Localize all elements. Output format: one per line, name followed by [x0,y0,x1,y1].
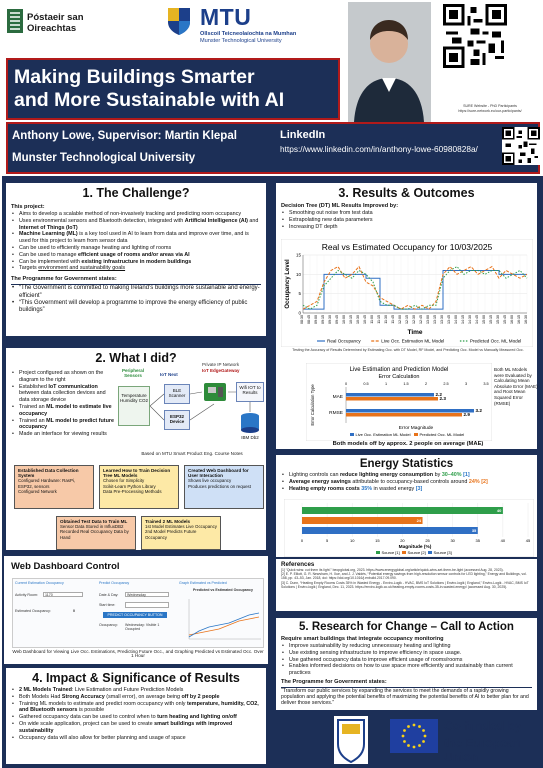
bar [346,409,474,413]
date-label: Date & Day: [99,593,119,597]
author-bar [6,122,540,174]
legend-label: Live Occ. Estimation ML Model [355,432,411,437]
error-bar-chart [306,363,492,441]
linkedin-url[interactable]: https://www.linkedin.com/in/anthony-lowe-60980828a/ [280,144,478,154]
gov-quote: • “The Government is committed to making Ireland’s buildings more sustainable and energy-efficient” [11,285,261,300]
chart-title: Live Estimation and Prediction Model [349,367,449,373]
title-banner [6,58,340,120]
y-tick-label: 5 [298,291,301,297]
what-list [11,370,115,438]
x-tick-label: 14:15 [461,315,465,324]
project-label: This project: [11,204,45,210]
author-names: Anthony Lowe, Supervisor: Martin Klepal [12,130,237,142]
list-item: • Gathered occupancy data can be used to control when to turn heating and lighting on/off [11,714,261,721]
legend-swatch [428,551,432,554]
current-estimation-header: Current Estimation Occupancy [15,581,64,585]
list-item: • Use gathered occupancy data to improve efficient usage of rooms/rooms [281,657,532,664]
section-3-title: 3. Results & Outcomes [338,186,475,200]
data-label: 3.2 [475,408,482,414]
iot-next-label: IoT Next [160,372,178,377]
flow-box-5: Trained 2 ML Models 1st Model Estimates Live Occupancy 2nd Model Predicts Future Occupancy [141,516,221,550]
list-item: • 2 ML Models Trained: Live Estimation and Future Prediction Models [11,687,261,694]
dt-label: Decision Tree (DT) ML Results Improved by: [281,203,399,209]
legend-swatch [402,551,406,554]
section-dashboard [4,556,268,664]
linkedin-label: LinkedIn [280,129,326,141]
x-tick-label: 15 [375,538,380,543]
list-item: • Project configured as shown on the diagram to the right [11,370,115,384]
flow-item: Recorded Real Occupancy Data by Hand [60,529,129,540]
x-tick-label: 10:00 [342,315,346,324]
eu-star-icon [403,729,406,732]
flow-item: Scikit-Learn Python Library [103,483,156,489]
list-item: • Occupancy data will also allow for better planning and usage of space [11,735,261,742]
data-label: 35 [471,528,477,533]
x-tick-label: 45 [525,538,531,543]
dashboard-screenshot [12,578,264,648]
date-select[interactable]: Wednesday [125,592,169,597]
y-axis-label: Occupancy Level [285,259,291,309]
gov-quote: • “This Government will develop a programme to improve the energy efficiency of public buildings” [11,300,261,315]
x-tick-label: 2.5 [443,382,449,386]
list-item: • Improve sustainability by reducing unnecessary heating and lighting [281,643,532,650]
list-item: • Increasing DT depth [281,224,532,231]
eu-star-icon [403,740,406,743]
flow-box-4: Obtained Test Data to Train ML Sensor Data Stored in InfluxDB2 Recorded Real Occupancy Data by Hand [56,516,136,550]
section-2-title: 2. What I did? [95,351,177,365]
gov-label: The Programme for Government states: [11,276,261,285]
chart-subtitle: Error Calculation [378,374,420,380]
bar [346,393,434,397]
section-results [274,181,539,451]
eu-star-icon [418,725,421,728]
dash-graph-title: Predicted vs Estimated Occupancy [193,588,253,592]
private-ip-label: Private IP Network [202,362,240,367]
x-tick-label: 35 [475,538,481,543]
legend-swatch [376,551,380,554]
bar [302,517,423,524]
flow-box-1: Established Data Collection System Configured Hardware: RasPi, ESP32, sensors Configured Network [14,465,94,509]
x-axis-label: Magnitude (%) [398,545,432,550]
university-name: Munster Technological University [12,152,196,164]
flow-item: Sensor Data Stored in InfluxDB2 [60,524,124,530]
x-tick-label: 0 [344,382,348,386]
y-axis-label: Error Calculation Type [310,384,315,426]
pib-logo [334,716,368,764]
section-4-title: 4. Impact & Significance of Results [32,671,240,685]
x-tick-label: 10:45 [363,315,367,324]
bar [346,397,438,401]
ble-label: BLE Scanner [168,388,186,399]
list-item: • Can be implemented with existing infrastructure in modern buildings [11,259,261,266]
flow-item: Configured Network [18,488,57,494]
diagram-caption: Based on MTU Smart Product Eng. Course Notes [141,451,243,456]
eu-flag [390,719,438,753]
x-tick-label: 11:30 [384,315,388,324]
legend-label: Source [3] [433,550,452,555]
flow-item: 2nd Model Predicts Future Occupancy [145,529,197,540]
qr-caption-1: SURE Website - PhD Participants [463,104,517,108]
x-tick-label: 11:00 [370,315,374,324]
y-tick-label: 15 [295,252,301,258]
section-1-title: 1. The Challenge? [82,186,190,200]
x-tick-label: 11:15 [377,315,381,324]
activity-room-select[interactable]: 1170 [43,592,83,597]
x-tick-label: 25 [425,538,430,543]
section-energy [274,453,539,559]
x-tick-label: 12:45 [419,315,423,324]
section-5-title: 5. Research for Change – Call to Action [299,621,514,633]
action-list [281,643,532,677]
list-item: • Can be used to efficiently manage heating and lighting of rooms [11,245,261,252]
list-item: • Targets environment and sustainability goals [11,265,261,272]
x-tick-label: 40 [500,538,506,543]
x-tick-label: 13:15 [433,315,437,324]
x-axis-label: Time [407,329,423,336]
x-tick-label: 12:30 [412,315,416,324]
x-tick-label: 0.5 [363,382,369,386]
x-tick-label: 16:00 [510,315,514,324]
list-item: • Both Models Had Strong Accuracy (small error), on average being off by 2 people [11,694,261,701]
eu-funding-line-1: Co-funded by [444,719,522,733]
references-title: References [281,561,315,568]
peripheral-label: Peripheral Sensors [121,368,144,379]
x-tick-label: 14:00 [454,315,458,324]
bar [302,507,503,514]
list-item: • Smoothing out noise from test data [281,210,532,217]
x-tick-label: 16:15 [517,315,521,324]
x-tick-label: 09:00 [314,315,318,324]
data-label: 40 [496,508,502,513]
estimated-value: 0 [73,609,75,613]
x-tick-label: 09:30 [328,315,332,324]
data-label: 24 [416,518,422,523]
list-item: • Extrapolating new data parameters [281,217,532,224]
x-tick-label: 13:00 [426,315,430,324]
energy-bar-chart [284,499,534,557]
list-item: • Use existing sensing infrastructure to improve efficiency in space usage. [281,650,532,657]
flow-item: Data Pre-Processing Methods [103,488,162,494]
list-item: • Training ML models to estimate and predict room occupancy with only temperature, humidity, CO2, and Bluetooth sensors is possible [11,701,261,715]
challenge-list [11,211,261,272]
x-tick-label: 0 [300,538,304,543]
x-axis-label: Error Magnitude [398,426,434,431]
list-item: • Established IoT communication between data collection devices and data storage device [11,384,115,404]
x-tick-label: 15:30 [496,315,500,324]
wifi-label: Wifi IOT to Results [239,385,261,396]
reference-item: [1] “Quick wins: cut them its light.” beopglobal.org, 2023. https://www.energyglobal.org/article/quick-wins-set-them-be-light (accessed Aug. 28, 2023). [281,568,504,572]
x-tick-label: 11:45 [391,315,395,324]
y-tick-label: 0 [298,310,301,316]
list-item: • On wide scale application, project can be used to create smart buildings with improved sustainability [11,721,261,735]
iot-gateway-label: IoT EdgeGateway [202,368,240,373]
x-tick-label: 12:15 [405,315,409,324]
eu-star-icon [413,746,416,749]
predict-occupancy-button[interactable]: PREDICT OCCUPANCY BUTTON [103,612,167,618]
eu-star-icon [424,735,427,738]
list-item: • Trained an ML model to predict future occupancy [11,418,115,432]
list-item: • Trained an ML model to estimate live occupancy [11,404,115,418]
list-item: • Enables informed decisions on how to use space more efficiently and sustainably than current practices [281,663,532,677]
x-tick-label: 16:30 [524,315,528,324]
x-tick-label: 3 [464,382,468,386]
list-item: • Can be used to manage efficient usage of rooms and/or areas via AI [11,252,261,259]
list-item: • Lighting controls can reduce lighting energy consumption by 30–40% [1] [281,472,532,479]
flow-item: Shows live occupancy [188,478,232,484]
eu-star-icon [422,740,425,743]
x-tick-label: 14:45 [475,315,479,324]
require-label: Require smart buildings that integrate occupancy monitoring [281,636,444,642]
reference-item: [2] E. P. Elliott, G. R. Newsham, H. Xue, and J. J. Valdés, “Potential energy savings from high-resolution sensor controls for LED lighting,” Energy and Buildings, vol. 158, pp. 43–53, Jan. 2018, doi: https://doi.org/10.1016/j.enbuild.2017.09.090. [281,572,527,581]
eu-star-icon [407,744,410,747]
line-chart-caption: Testing the Accuracy of Results Determined by Estimating Occ. with DT Model, RF Model, and Predicting Occ. Model vs Manually Measured Occ. [292,348,524,352]
eu-star-icon [422,729,425,732]
flow-item: Produces predictions on request [188,483,251,489]
prediction-header: Predict Occupancy [99,581,130,585]
mtu-english-name: Munster Technological University [200,38,282,44]
mtu-irish-name: Ollscoil Teicneolaíochta na Mumhan [200,31,297,37]
x-tick-label: 10:30 [356,315,360,324]
legend-label: Real Occupancy [327,338,361,344]
x-tick-label: 10:15 [349,315,353,324]
esp32-label: ESP32 Device [169,414,185,425]
qr-caption-2[interactable]: https://sure-network.eu/our-participants/ [458,109,522,113]
chart-title: Real vs Estimated Occupancy for 10/03/2025 [321,242,493,252]
x-tick-label: 09:15 [321,315,325,324]
eu-star-icon [402,735,405,738]
error-side-note: Both ML Models were Evaluated by Calculating Mean Absolute Error (MAE) and Root Mean Squared Error (RMSE) [494,367,538,406]
x-tick-label: 10 [349,538,355,543]
start-time-label: Start time: [99,603,116,607]
dashboard-title: Web Dashboard Control [11,561,120,572]
x-tick-label: 09:45 [335,315,339,324]
legend-label: Source [2] [407,550,426,555]
x-tick-label: 13:45 [447,315,451,324]
gov-label-2: The Programme for Government states: [281,679,532,688]
x-tick-label: 15:00 [482,315,486,324]
list-item: • Average energy savings attributable to occupancy-based controls around 24% [2] [281,479,532,486]
mtu-abbr: MTU [200,4,252,30]
dash-mini-graph [183,595,263,645]
bar [346,413,462,417]
x-tick-label: 1.5 [403,382,409,386]
section-impact [4,666,268,766]
x-tick-label: 15:45 [503,315,507,324]
eu-star-icon [418,744,421,747]
data-label: 2.2 [435,392,442,398]
x-tick-label: 13:30 [440,315,444,324]
y-tick-label: RMSE [329,411,343,416]
y-tick-label: MAE [332,395,343,400]
start-time-input[interactable] [125,602,169,608]
list-item: • Machine Learning (ML) is a key tool used in AI to learn from data and improve over time, and is used for this project to learn from sensor data [11,231,261,245]
x-tick-label: 08:30 [300,315,304,324]
section-challenge [4,181,268,338]
x-tick-label: 14:30 [468,315,472,324]
list-item: • Made an interface for viewing results [11,431,115,438]
poster-title-line-1: Making Buildings Smarter [14,66,255,88]
energy-title: Energy Statistics [359,458,454,470]
dashboard-caption: Web Dashboard for Viewing Live Occ. Estimations, Predicting Future Occ., and Graphing Predicted vs Estimated Occ. Over 1 Hour [12,649,264,659]
flow-item: Chosen for Simplicity [103,478,145,484]
estimated-label: Estimated Occupancy: [15,609,51,613]
reference-item: [3] C. Dunn, “Heating Empty Rooms Costs 35% in Wasted Energy - Enviro-Logik - HVAC, BMS IoT Solutions | Enviro-logik | England,” Enviro-Logik - HVAC, BMS IoT Solutions | Enviro-logik | England, Dec. 11, 2023. https://enviro-logik.co.uk/heating-empty-rooms-costs-35-in-wasted-energy/ (accessed Aug. 30, 2025). [281,580,529,589]
error-chart-caption: Both models off by approx. 2 people on average (MAE) [332,441,484,447]
flow-box-2: Learned How to Train Decision Tree ML Models Chosen for Simplicity Scikit-Learn Python Library Data Pre-Processing Methods [99,465,179,509]
sensor-list: Temperature Humidity CO2 [119,393,148,404]
parliament-logo [6,8,24,34]
occupancy-value: Wednesday: Visible 1 Occupied [125,623,160,632]
bar [302,527,478,534]
section-call-to-action [274,616,539,712]
data-label: 2.9 [463,412,470,418]
occupancy-label: Occupancy: [99,623,118,627]
section-what-i-did [4,346,268,552]
photo-placeholder [348,2,431,122]
energy-list [281,472,532,492]
x-tick-label: 12:00 [398,315,402,324]
data-label: 2.3 [439,396,446,402]
activity-room-label: Activity Room: [15,593,38,597]
x-tick-label: 3.5 [483,382,489,386]
eu-funding-line-2: the European Union [444,736,521,764]
sure-qr-code[interactable] [443,4,507,68]
eu-star-icon [407,725,410,728]
gov-quote-2: “Transform our public services by expanding the services to meet the demands of a rapidly growing population and applying the potential benefits of maximizing the potential benefits of AI to better plan for and deliver those services.” [281,687,529,707]
x-tick-label: 15:15 [489,315,493,324]
flow-item: 1st Model Estimates Live Occupancy [145,524,217,530]
graph-header: Graph Estimated vs Predicted [179,581,227,585]
x-tick-label: 20 [400,538,405,543]
legend-swatch [414,433,418,436]
legend-swatch [350,433,354,436]
diagram-connectors [118,368,264,448]
y-tick-label: 10 [295,271,301,277]
db-label: IBM Db2 [241,435,259,440]
poster-title-line-2: and More Sustainable with AI [14,89,285,111]
list-item: • Aims to develop a scalable method of non-invasively tracking and predicting room occupancy [11,211,261,218]
flow-item: Configured Hardware: RasPi, ESP32, sensors [18,478,76,489]
list-item: • Heating empty rooms costs 35% in wasted energy [3] [281,486,532,493]
legend-label: Live Occ. Estimation ML Model [381,338,445,344]
impact-list [11,687,261,741]
x-tick-label: 30 [450,538,455,543]
linkedin-qr-code[interactable] [502,127,540,165]
x-tick-label: 5 [325,538,329,543]
x-tick-label: 1 [384,382,388,386]
results-list [281,210,532,230]
eu-star-icon [413,724,416,727]
x-tick-label: 2 [424,382,428,386]
parliament-name: Póstaeir san Oireachtas [27,12,84,34]
occupancy-line-chart [281,239,533,347]
x-tick-label: 08:45 [307,315,311,324]
legend-label: Predicted Occ. ML Model [469,338,522,344]
list-item: • Uses environmental sensors and Bluetooth detection, integrated with Artificial Intelligence (AI) and Internet of Things (IoT) [11,218,261,232]
section-references [274,559,539,613]
system-diagram [118,362,264,458]
flow-box-3: Created Web Dashboard for User Interaction Shows live occupancy Produces predictions on request [184,465,264,509]
legend-label: Source [1] [381,550,400,555]
mtu-crest [166,6,192,36]
legend-label: Predicted Occ. ML Model [419,432,465,437]
